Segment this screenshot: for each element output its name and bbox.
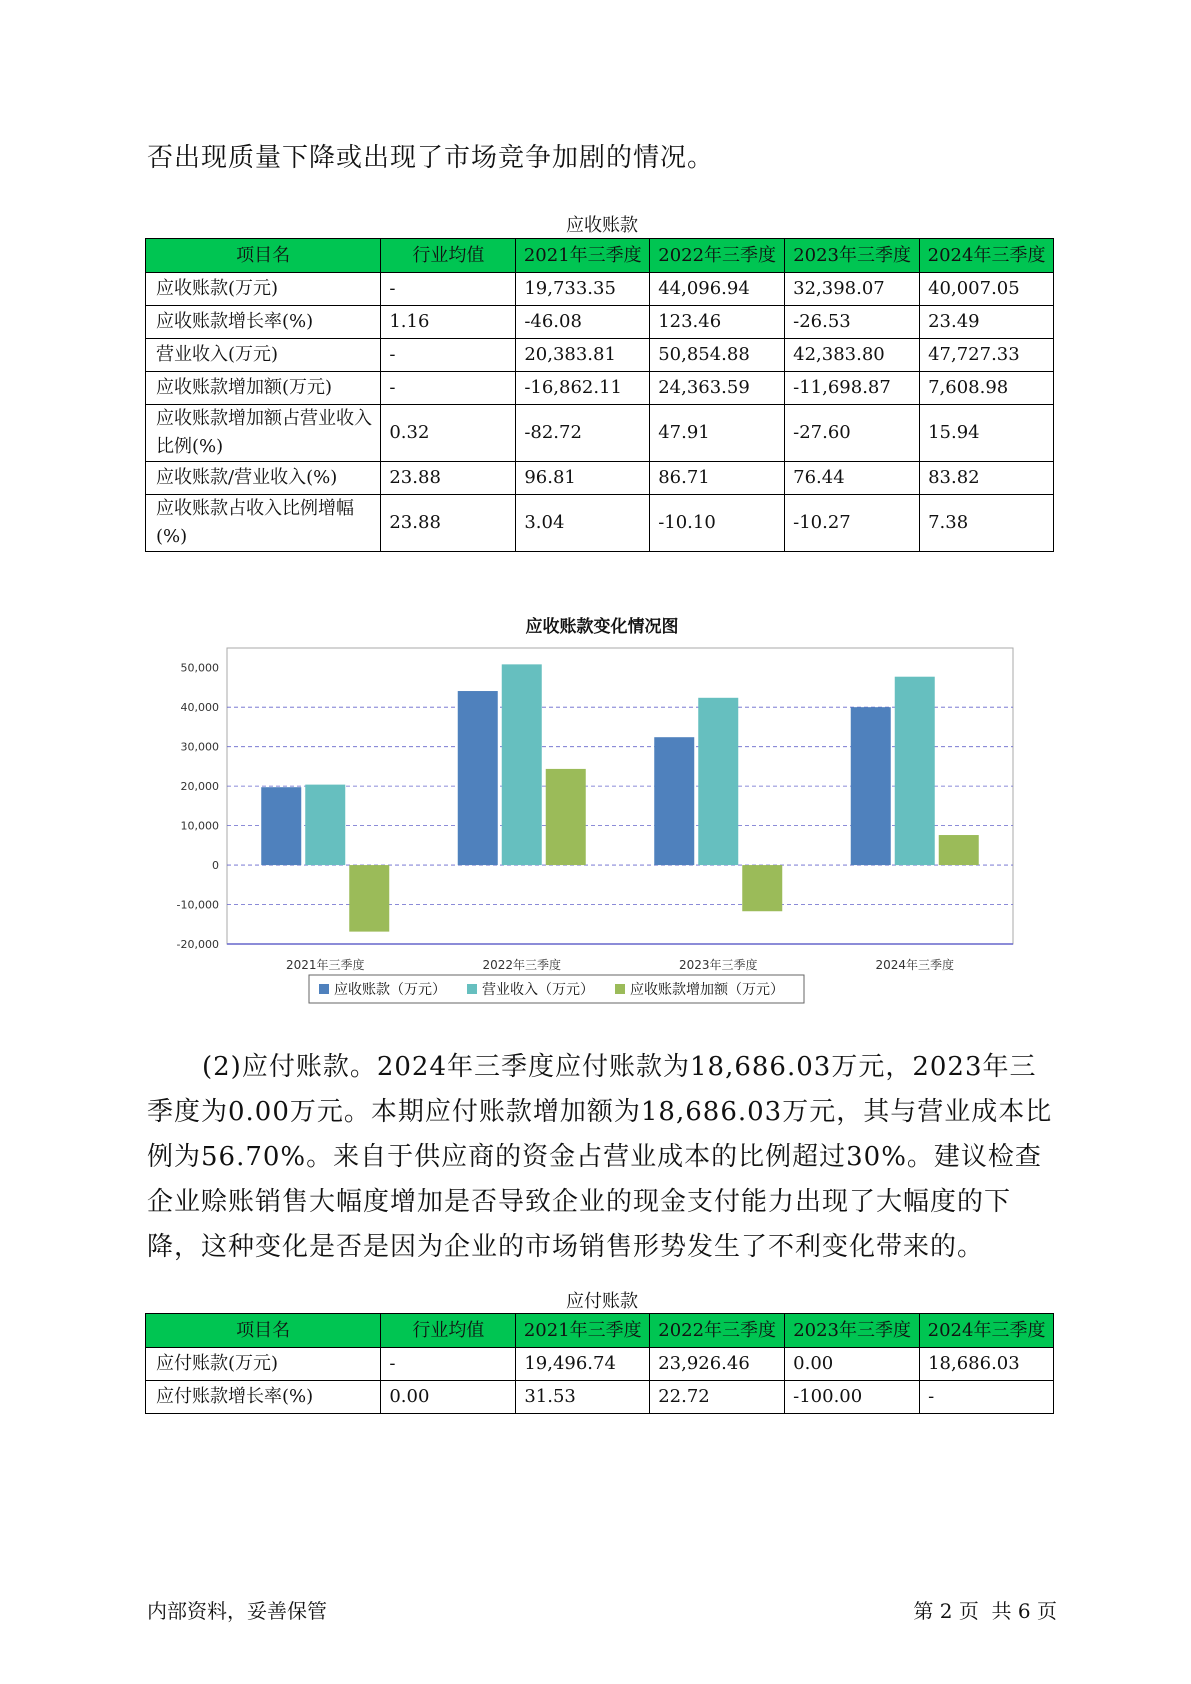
value-cell: -10.27	[785, 495, 920, 552]
value-cell: -	[920, 1381, 1054, 1414]
bar	[742, 865, 782, 911]
table-row	[146, 495, 1054, 552]
bar	[939, 835, 979, 865]
value-cell: 0.32	[381, 405, 516, 462]
column-header: 行业均值	[381, 1314, 516, 1348]
footer-confidential-note: 内部资料，妥善保管	[147, 1599, 327, 1623]
x-tick-label: 2022年三季度	[482, 958, 562, 972]
column-header: 2021年三季度	[516, 239, 650, 273]
footer-page-number: 第 2 页 共 6 页	[913, 1599, 1057, 1623]
payable-table	[145, 1313, 1054, 1414]
row-label-cell: 应收账款占收入比例增幅(%)	[146, 495, 381, 552]
value-cell: 32,398.07	[785, 273, 920, 306]
bar	[698, 698, 738, 865]
receivable-table	[145, 238, 1054, 552]
receivable-change-chart	[147, 617, 1057, 1090]
value-cell: 19,733.35	[516, 273, 650, 306]
value-cell: 83.82	[920, 462, 1054, 495]
bar	[305, 785, 345, 865]
value-cell: 42,383.80	[785, 339, 920, 372]
legend-label: 营业收入（万元）	[482, 982, 594, 998]
value-cell: -	[381, 1348, 516, 1381]
value-cell: 23,926.46	[650, 1348, 785, 1381]
value-cell: 24,363.59	[650, 372, 785, 405]
receivable-table-caption: 应收账款	[566, 215, 638, 236]
table-header-row	[146, 239, 1054, 273]
table-row	[146, 339, 1054, 372]
value-cell: -27.60	[785, 405, 920, 462]
value-cell: -16,862.11	[516, 372, 650, 405]
legend-label: 应收账款（万元）	[334, 982, 446, 998]
value-cell: 7.38	[920, 495, 1054, 552]
value-cell: 23.49	[920, 306, 1054, 339]
value-cell: 18,686.03	[920, 1348, 1054, 1381]
value-cell: 40,007.05	[920, 273, 1054, 306]
value-cell: 3.04	[516, 495, 650, 552]
row-label-cell: 营业收入(万元)	[146, 339, 381, 372]
legend-swatch	[615, 984, 625, 994]
column-header: 行业均值	[381, 239, 516, 273]
bar	[851, 707, 891, 865]
y-tick-label: 0	[212, 859, 219, 873]
x-tick-label: 2023年三季度	[678, 958, 758, 972]
row-label-cell: 应收账款增加额占营业收入比例(%)	[146, 405, 381, 462]
value-cell: 31.53	[516, 1381, 650, 1414]
value-cell: 86.71	[650, 462, 785, 495]
bar	[546, 769, 586, 865]
value-cell: 1.16	[381, 306, 516, 339]
table-row	[146, 273, 1054, 306]
value-cell: 19,496.74	[516, 1348, 650, 1381]
row-label-cell: 应收账款(万元)	[146, 273, 381, 306]
column-header: 项目名	[146, 1314, 381, 1348]
legend-label: 应收账款增加额（万元）	[630, 982, 784, 998]
column-header: 2022年三季度	[650, 1314, 785, 1348]
y-tick-label: -20,000	[176, 938, 219, 951]
value-cell: 47,727.33	[920, 339, 1054, 372]
column-header: 2023年三季度	[785, 1314, 920, 1348]
column-header: 2023年三季度	[785, 239, 920, 273]
paragraph-continuation: 否出现质量下降或出现了市场竞争加剧的情况。	[147, 143, 715, 173]
value-cell: -82.72	[516, 405, 650, 462]
value-cell: -46.08	[516, 306, 650, 339]
y-tick-label: 20,000	[180, 780, 219, 794]
value-cell: 76.44	[785, 462, 920, 495]
table-row	[146, 462, 1054, 495]
row-label-cell: 应付账款(万元)	[146, 1348, 381, 1381]
column-header: 2022年三季度	[650, 239, 785, 273]
value-cell: -	[381, 273, 516, 306]
bar	[261, 787, 301, 865]
value-cell: -10.10	[650, 495, 785, 552]
column-header: 2024年三季度	[920, 239, 1054, 273]
legend-swatch	[467, 984, 477, 994]
value-cell: 44,096.94	[650, 273, 785, 306]
bar	[349, 865, 389, 932]
value-cell: 0.00	[785, 1348, 920, 1381]
y-tick-label: -10,000	[176, 898, 219, 912]
value-cell: -11,698.87	[785, 372, 920, 405]
column-header: 2021年三季度	[516, 1314, 650, 1348]
row-label-cell: 应收账款增长率(%)	[146, 306, 381, 339]
y-tick-label: 50,000	[180, 661, 219, 675]
table-row	[146, 372, 1054, 405]
x-tick-label: 2021年三季度	[285, 958, 365, 972]
value-cell: 123.46	[650, 306, 785, 339]
value-cell: 23.88	[381, 462, 516, 495]
value-cell: -100.00	[785, 1381, 920, 1414]
value-cell: 20,383.81	[516, 339, 650, 372]
chart-canvas	[147, 617, 1057, 1090]
value-cell: 96.81	[516, 462, 650, 495]
y-tick-label: 40,000	[180, 701, 219, 715]
row-label-cell: 应付账款增长率(%)	[146, 1381, 381, 1414]
value-cell: 15.94	[920, 405, 1054, 462]
bar	[502, 664, 542, 865]
y-tick-label: 30,000	[180, 740, 219, 754]
bar	[895, 677, 935, 865]
payable-table-caption: 应付账款	[566, 1291, 638, 1312]
value-cell: 47.91	[650, 405, 785, 462]
value-cell: 7,608.98	[920, 372, 1054, 405]
column-header: 项目名	[146, 239, 381, 273]
value-cell: -26.53	[785, 306, 920, 339]
legend-swatch	[319, 984, 329, 994]
row-label-cell: 应收账款/营业收入(%)	[146, 462, 381, 495]
payable-paragraph: (2)应付账款。2024年三季度应付账款为18,686.03万元，2023年三季度为0.00万元。本期应付账款增加额为18,686.03万元，其与营业成本比例为56.70%。来自于供应商的资金占营业成本的比例超过30%。建议检查企业赊账销售大幅度增加是否导致企业的现金支付能力出现了大幅度的下降，这种变化是否是因为企业的市场销售形势发生了不利变化带来的。	[147, 1052, 1053, 1262]
bar	[458, 691, 498, 865]
value-cell: -	[381, 339, 516, 372]
table-row	[146, 1381, 1054, 1414]
bar	[654, 737, 694, 865]
y-tick-label: 10,000	[180, 819, 219, 833]
column-header: 2024年三季度	[920, 1314, 1054, 1348]
table-header-row	[146, 1314, 1054, 1348]
table-row	[146, 306, 1054, 339]
value-cell: 23.88	[381, 495, 516, 552]
value-cell: 50,854.88	[650, 339, 785, 372]
value-cell: 22.72	[650, 1381, 785, 1414]
chart-title: 应收账款变化情况图	[525, 617, 679, 637]
table-row	[146, 405, 1054, 462]
value-cell: 0.00	[381, 1381, 516, 1414]
value-cell: -	[381, 372, 516, 405]
row-label-cell: 应收账款增加额(万元)	[146, 372, 381, 405]
table-row	[146, 1348, 1054, 1381]
x-tick-label: 2024年三季度	[875, 958, 955, 972]
